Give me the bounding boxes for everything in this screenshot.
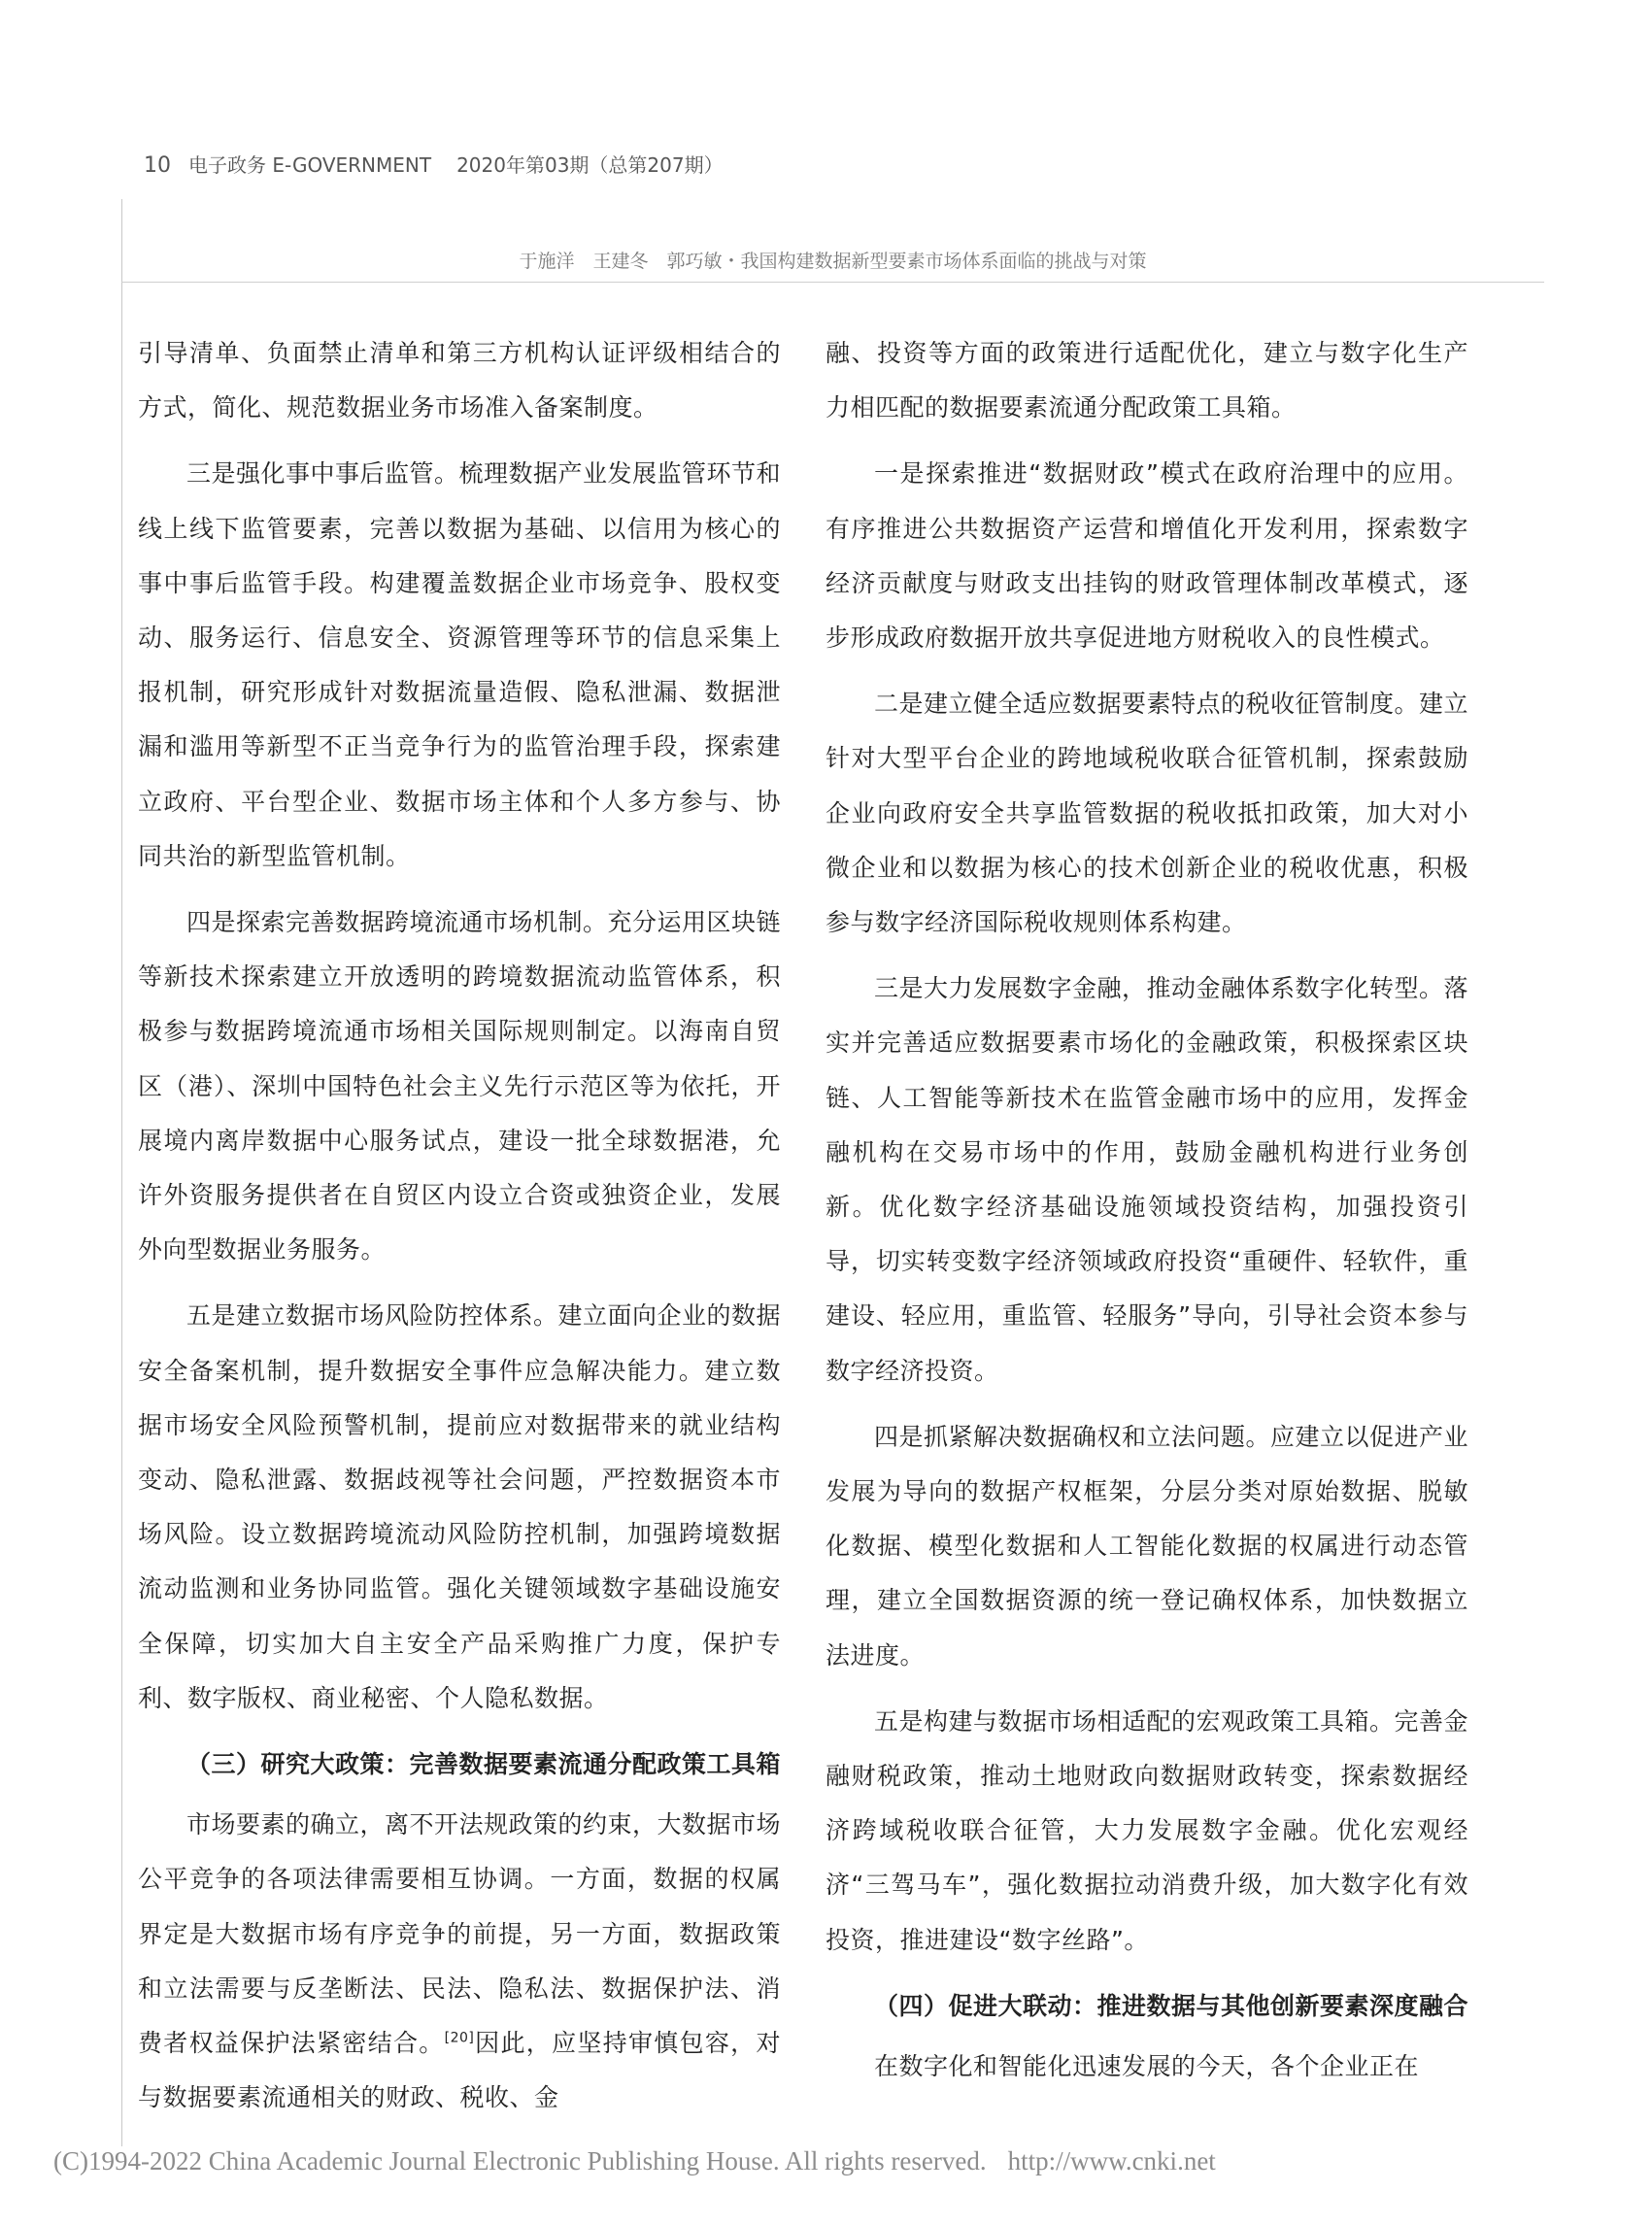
right-column: [826, 326, 1468, 2094]
paragraph: 五是构建与数据市场相适配的宏观政策工具箱。完善金融财税政策，推动土地财政向数据财政转变，探索数据经济跨域税收联合征管，大力发展数字金融。优化宏观经济“三驾马车”，强化数据拉动消费升级，加大数字化有效投资，推进建设“数字丝路”。: [826, 1706, 1469, 1954]
paragraph: 融、投资等方面的政策进行适配优化，建立与数字化生产力相匹配的数据要素流通分配政策工具箱。: [826, 339, 1468, 422]
section-heading: （三）研究大政策：完善数据要素流通分配政策工具箱: [186, 1750, 782, 1779]
paragraph-text: 因此，应坚持审慎包容，对与数据要素流通相关的财政、税收、金: [138, 2029, 781, 2112]
margin-rule-vertical: [121, 199, 122, 2146]
copyright-notice: (C)1994-2022 China Academic Journal Electronic Publishing House. All rights reserved.: [53, 2146, 987, 2175]
journal-name: 电子政务 E-GOVERNMENT: [188, 153, 432, 177]
paragraph-text: 市场要素的确立，离不开法规政策的约束，大数据市场公平竞争的各项法律需要相互协调。一方面，数据的权属界定是大数据市场有序竞争的前提，另一方面，数据政策和立法需要与反垄断法、民法、隐私法、数据保护法、消费者权益保护法紧密结合。: [138, 1810, 782, 2058]
running-head: 于施洋 王建冬 郭巧敏・我国构建数据新型要素市场体系面临的挑战与对策: [519, 251, 1147, 272]
header-rule: [121, 282, 1544, 283]
paragraph: 二是建立健全适应数据要素特点的税收征管制度。建立针对大型平台企业的跨地域税收联合征管机制，探索鼓励企业向政府安全共享监管数据的税收抵扣政策，加大对小微企业和以数据为核心的技术创新企业的税收优惠，积极参与数字经济国际税收规则体系构建。: [826, 690, 1469, 937]
paragraph: 五是建立数据市场风险防控体系。建立面向企业的数据安全备案机制，提升数据安全事件应急解决能力。建立数据市场安全风险预警机制，提前应对数据带来的就业结构变动、隐私泄露、数据歧视等社会问题，严控数据资本市场风险。设立数据跨境流动风险防控机制，加强跨境数据流动监测和业务协同监管。强化关键领域数字基础设施安全保障，切实加大自主安全产品采购推广力度，保护专利、数字版权、商业秘密、个人隐私数据。: [138, 1301, 782, 1712]
citation-ref: [20]: [444, 2030, 475, 2046]
paragraph: 四是探索完善数据跨境流通市场机制。充分运用区块链等新技术探索建立开放透明的跨境数据流动监管体系，积极参与数据跨境流通市场相关国际规则制定。以海南自贸区（港）、深圳中国特色社会主义先行示范区等为依托，开展境内离岸数据中心服务试点，建设一批全球数据港，允许外资服务提供者在自贸区内设立合资或独资企业，发展外向型数据业务服务。: [138, 908, 782, 1265]
page-number: 10: [144, 153, 171, 178]
paragraph: 在数字化和智能化迅速发展的今天，各个企业正在: [874, 2052, 1420, 2081]
footer: [53, 2146, 1216, 2176]
paragraph: [138, 1798, 781, 2125]
paragraph: 引导清单、负面禁止清单和第三方机构认证评级相结合的方式，简化、规范数据业务市场准入备案制度。: [138, 339, 781, 422]
paragraph: 四是抓紧解决数据确权和立法问题。应建立以促进产业发展为导向的数据产权框架，分层分类对原始数据、脱敏化数据、模型化数据和人工智能化数据的权属进行动态管理，建立全国数据资源的统一登记确权体系，加快数据立法进度。: [826, 1422, 1469, 1670]
folio-line: [144, 148, 724, 183]
paragraph: 三是大力发展数字金融，推动金融体系数字化转型。落实并完善适应数据要素市场化的金融政策，积极探索区块链、人工智能等新技术在监管金融市场中的应用，发挥金融机构在交易市场中的作用，鼓励金融机构进行业务创新。优化数字经济基础设施领域投资结构，加强投资引导，切实转变数字经济领域政府投资“重硬件、轻软件，重建设、轻应用，重监管、轻服务”导向，引导社会资本参与数字经济投资。: [826, 974, 1469, 1385]
paragraph: 三是强化事中事后监管。梳理数据产业发展监管环节和线上线下监管要素，完善以数据为基础、以信用为核心的事中事后监管手段。构建覆盖数据企业市场竞争、股权变动、服务运行、信息安全、资源管理等环节的信息采集上报机制，研究形成针对数据流量造假、隐私泄漏、数据泄漏和滥用等新型不正当竞争行为的监管治理手段，探索建立政府、平台型企业、数据市场主体和个人多方参与、协同共治的新型监管机制。: [138, 459, 782, 870]
footer-link[interactable]: http://www.cnki.net: [1007, 2146, 1216, 2175]
section-heading: （四）促进大联动：推进数据与其他创新要素深度融合: [874, 1991, 1469, 2020]
issue-info: 2020年第03期（总第207期）: [456, 153, 724, 177]
left-column: [138, 326, 781, 2126]
paragraph: 一是探索推进“数据财政”模式在政府治理中的应用。有序推进公共数据资产运营和增值化开发利用，探索数字经济贡献度与财政支出挂钩的财政管理体制改革模式，逐步形成政府数据开放共享促进地方财税收入的良性模式。: [826, 459, 1468, 653]
